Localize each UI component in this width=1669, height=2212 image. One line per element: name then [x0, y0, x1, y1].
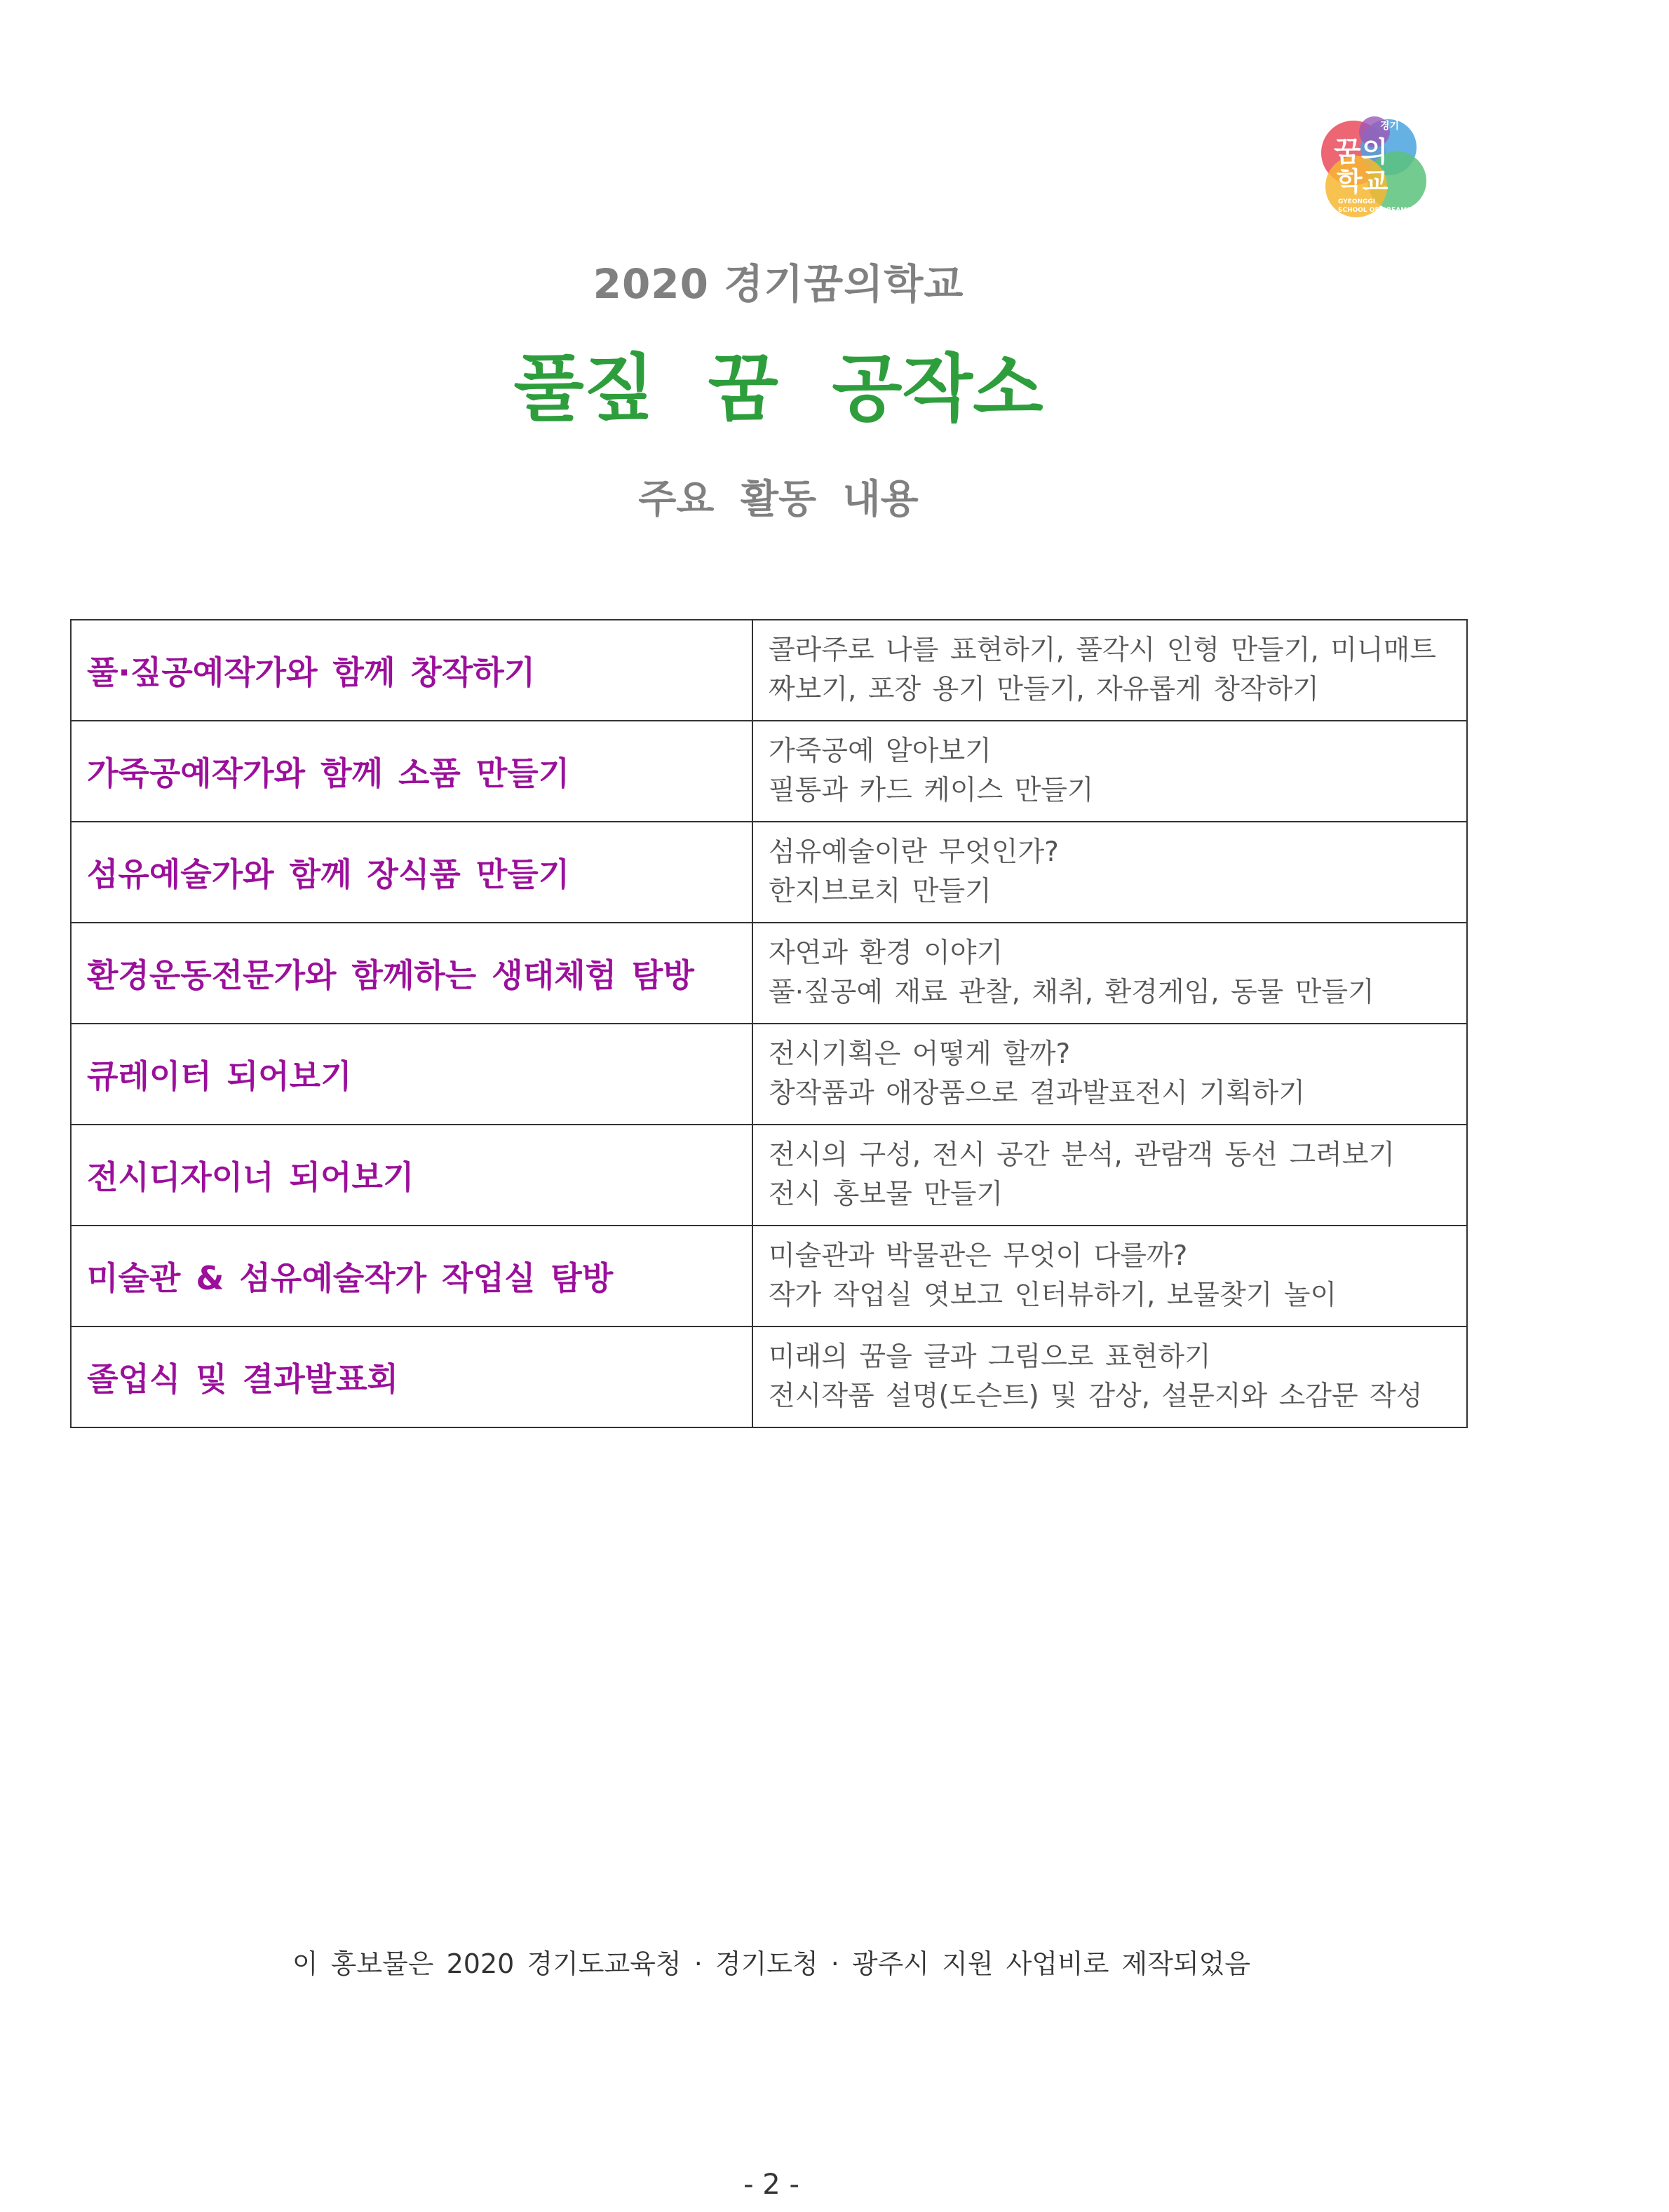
- activity-description-line: 전시기획은 어떻게 할까?: [769, 1038, 1071, 1070]
- activity-table: [70, 619, 1468, 1428]
- table-row: [71, 620, 1467, 721]
- logo-text-en-2: SCHOOL OF DREAMS: [1338, 207, 1412, 214]
- activity-description-line: 섬유예술이란 무엇인가?: [769, 836, 1059, 868]
- table-row: [71, 822, 1467, 923]
- activity-description: [752, 721, 1467, 822]
- activity-description-line: 필통과 카드 케이스 만들기: [769, 775, 1094, 806]
- activity-description: [752, 1125, 1467, 1226]
- footer-note: 이 홍보물은 2020 경기도교육청 · 경기도청 · 광주시 지원 사업비로 제작되었음: [292, 1948, 1251, 1979]
- activity-name: 가죽공예작가와 함께 소품 만들기: [71, 721, 752, 822]
- gyeonggi-school-of-dreams-logo-icon: [1313, 111, 1432, 223]
- table-row: [71, 1125, 1467, 1226]
- activity-name: 미술관 & 섬유예술작가 작업실 탐방: [71, 1226, 752, 1326]
- activity-name: 전시디자이너 되어보기: [71, 1125, 752, 1226]
- table-row: [71, 923, 1467, 1024]
- activity-description: [752, 1326, 1467, 1427]
- activity-description-line: 미래의 꿈을 글과 그림으로 표현하기: [769, 1341, 1211, 1373]
- logo-text-main-top: 꿈의: [1334, 136, 1388, 168]
- activity-description-line: 미술관과 박물관은 무엇이 다를까?: [769, 1240, 1188, 1272]
- activity-description: [752, 1024, 1467, 1125]
- page-number: - 2 -: [743, 2169, 799, 2201]
- activity-description: [752, 822, 1467, 923]
- logo-text-en-1: GYEONGGI: [1338, 198, 1376, 205]
- activity-description-line: 전시의 구성, 전시 공간 분석, 관람객 동선 그려보기: [769, 1139, 1396, 1171]
- activity-description-line: 콜라주로 나를 표현하기, 풀각시 인형 만들기, 미니매트: [769, 635, 1437, 666]
- activity-name: 큐레이터 되어보기: [71, 1024, 752, 1125]
- logo-text-small: 경기: [1380, 121, 1400, 132]
- table-row: [71, 721, 1467, 822]
- school-logo: [1313, 111, 1432, 223]
- activity-name: 졸업식 및 결과발표회: [71, 1326, 752, 1427]
- table-row: [71, 1326, 1467, 1427]
- activity-description-line: 전시 홍보물 만들기: [769, 1179, 1004, 1210]
- activity-description-line: 전시작품 설명(도슨트) 및 감상, 설문지와 소감문 작성: [769, 1380, 1423, 1412]
- program-subtitle: 2020 경기꿈의학교: [593, 260, 964, 308]
- activity-description-line: 창작품과 애장품으로 결과발표전시 기획하기: [769, 1078, 1305, 1109]
- activity-description: [752, 620, 1467, 721]
- program-title: 풀짚 꿈 공작소: [513, 346, 1043, 431]
- activity-description: [752, 923, 1467, 1024]
- activity-name: 풀·짚공예작가와 함께 창작하기: [71, 620, 752, 721]
- activity-description: [752, 1226, 1467, 1326]
- activity-description-line: 작가 작업실 엿보고 인터뷰하기, 보물찾기 놀이: [769, 1280, 1337, 1311]
- table-row: [71, 1024, 1467, 1125]
- activity-description-line: 풀·짚공예 재료 관찰, 채취, 환경게임, 동물 만들기: [769, 977, 1374, 1008]
- table-row: [71, 1226, 1467, 1326]
- activity-description-line: 짜보기, 포장 용기 만들기, 자유롭게 창작하기: [769, 674, 1319, 705]
- section-title: 주요 활동 내용: [638, 477, 919, 522]
- activity-description-line: 가죽공예 알아보기: [769, 735, 992, 767]
- activity-table-body: [71, 620, 1467, 1427]
- activity-description-line: 한지브로치 만들기: [769, 876, 992, 907]
- activity-name: 환경운동전문가와 함께하는 생태체험 탐방: [71, 923, 752, 1024]
- activity-description-line: 자연과 환경 이야기: [769, 937, 1004, 969]
- activity-name: 섬유예술가와 함께 장식품 만들기: [71, 822, 752, 923]
- logo-text-main-bottom: 학교: [1337, 166, 1388, 197]
